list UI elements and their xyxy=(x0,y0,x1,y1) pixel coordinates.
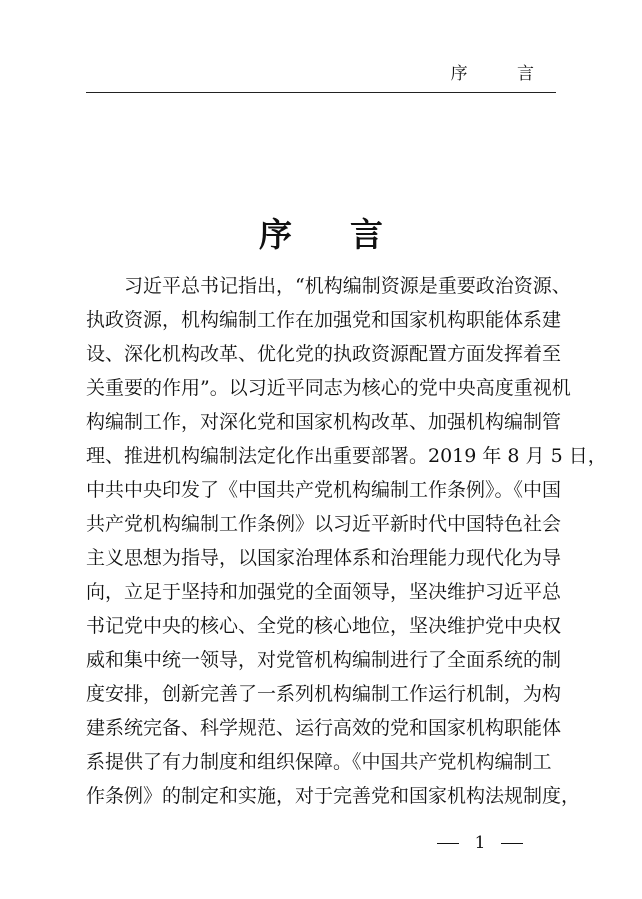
paragraph-line: 作条例》的制定和实施，对于完善党和国家机构法规制度， xyxy=(86,785,581,807)
running-header-title: 序 言 xyxy=(450,64,556,84)
page-number: 1 xyxy=(474,833,486,853)
paragraph-line: 习近平总书记指出，“机构编制资源是重要政治资源、 xyxy=(124,275,571,297)
chapter-title: 序言 xyxy=(259,215,441,255)
paragraph-line: 共产党机构编制工作条例》以习近平新时代中国特色社会 xyxy=(86,513,562,535)
left-dash-icon xyxy=(437,843,459,844)
preface-body xyxy=(86,269,607,813)
paragraph-line: 理、推进机构编制法定化作出重要部署。2019 年 8 月 5 日， xyxy=(86,445,607,467)
header-rule xyxy=(86,92,556,93)
right-dash-icon xyxy=(501,843,523,844)
paragraph-line: 设、深化机构改革、优化党的执政资源配置方面发挥着至 xyxy=(86,343,562,365)
paragraph-line: 威和集中统一领导，对党管机构编制进行了全面系统的制 xyxy=(86,649,562,671)
paragraph-line: 系提供了有力制度和组织保障。《中国共产党机构编制工 xyxy=(86,751,552,773)
paragraph-line: 中共中央印发了《中国共产党机构编制工作条例》。《中国 xyxy=(86,479,562,501)
paragraph-line: 构编制工作，对深化党和国家机构改革、加强机构编制管 xyxy=(86,411,562,433)
paragraph-line: 度安排，创新完善了一系列机构编制工作运行机制，为构 xyxy=(86,683,562,705)
paragraph-line: 主义思想为指导，以国家治理体系和治理能力现代化为导 xyxy=(86,547,562,569)
paragraph-line: 建系统完备、科学规范、运行高效的党和国家机构职能体 xyxy=(86,717,562,739)
paragraph-line: 关重要的作用”。以习近平同志为核心的党中央高度重视机 xyxy=(86,377,571,399)
paragraph-line: 向，立足于坚持和加强党的全面领导，坚决维护习近平总 xyxy=(86,581,562,603)
paragraph-line: 执政资源，机构编制工作在加强党和国家机构职能体系建 xyxy=(86,309,562,331)
page-number-footer xyxy=(420,833,540,853)
paragraph-line: 书记党中央的核心、全党的核心地位，坚决维护党中央权 xyxy=(86,615,562,637)
